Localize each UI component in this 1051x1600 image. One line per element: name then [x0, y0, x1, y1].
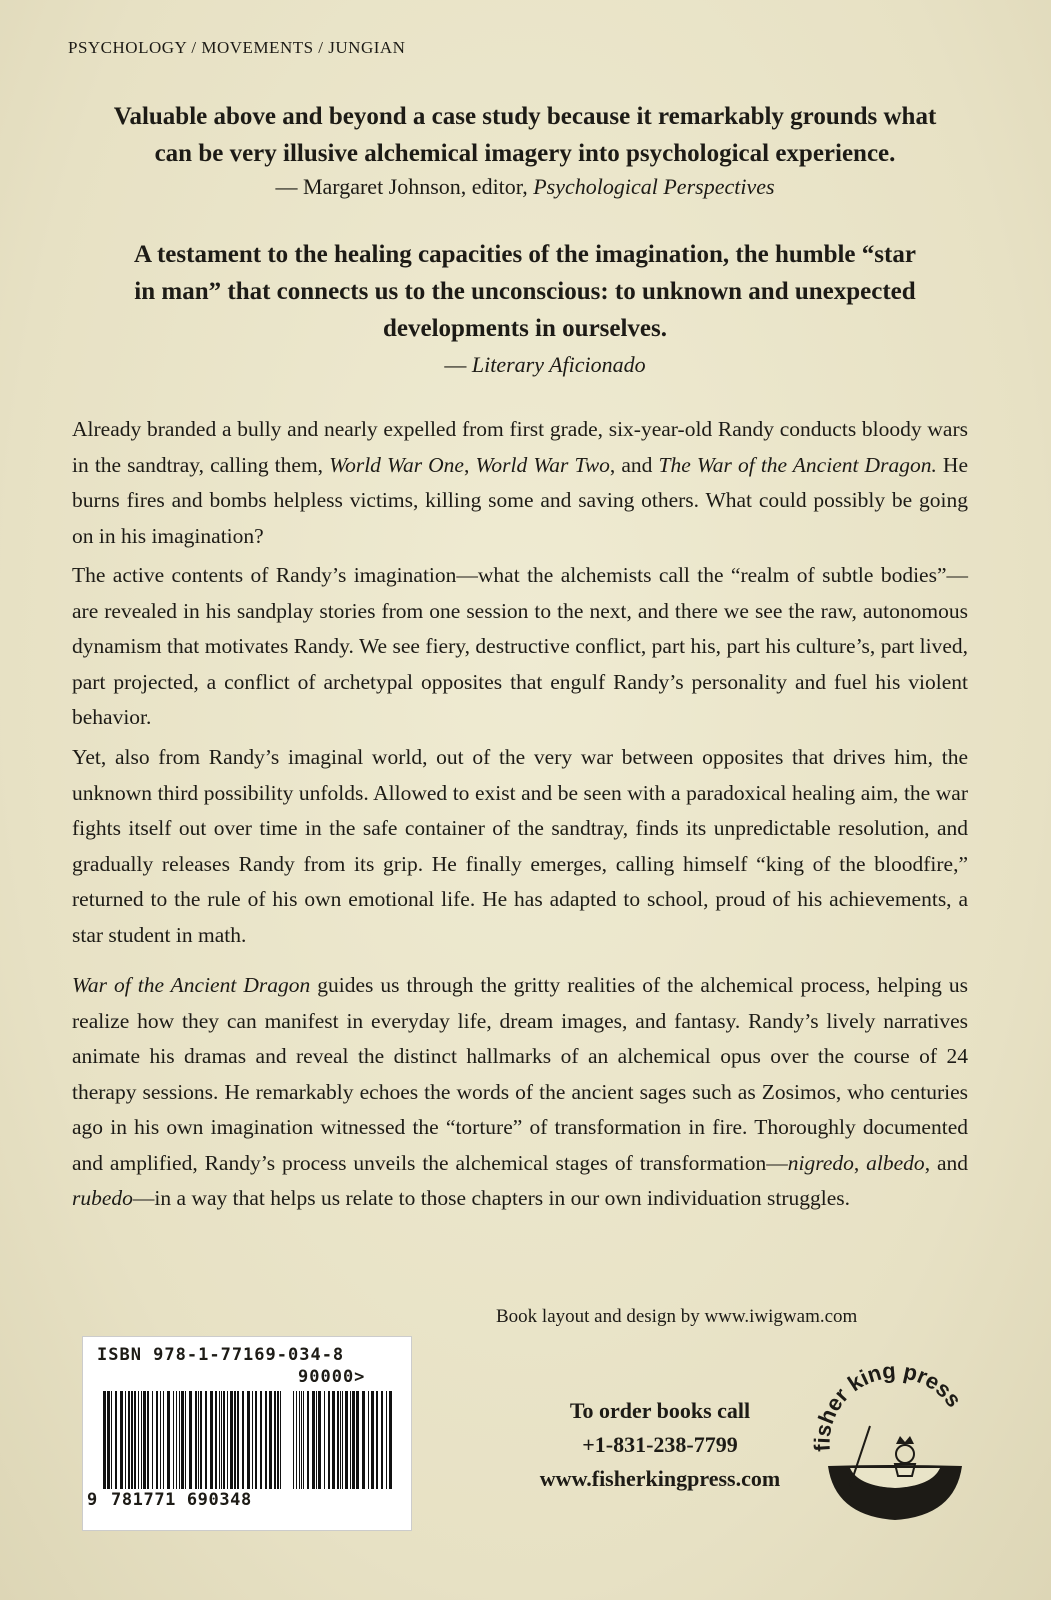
barcode-bar — [143, 1391, 146, 1489]
blurb-1-attribution — [60, 174, 990, 200]
blurb-1-attribution-source: Psychological Perspectives — [533, 174, 775, 199]
p1-title-dragon: The War of the Ancient Dragon. — [658, 452, 937, 477]
barcode-bar — [223, 1391, 225, 1489]
p4-text-c: , and — [924, 1150, 968, 1175]
price-bars — [293, 1391, 393, 1489]
barcode-bar — [340, 1391, 341, 1489]
barcode-bar — [103, 1391, 106, 1489]
p4-text-a: guides us through the gritty realities of the alchemical process, helping us realize how they can manifest in everyday life, dream images, and fantasy. Randy’s lively narratives animate his dramas and reveal the distinct hallmarks of an alchemical opus over the course of 24 therapy sessions. He remarkably echoes the words of the ancient sages such as Zosimos, who centuries ago in his own imagination witnessed the “torture” of transformation in fire. Thoroughly documented and amplified, Randy’s process unveils the alchemical stages of transformation— — [72, 973, 968, 1175]
p4-term-nigredo: nigredo — [787, 1150, 854, 1175]
blurb-1-line-1: Valuable above and beyond a case study because it remarkably grounds what — [113, 103, 937, 130]
barcode-bar — [160, 1391, 161, 1489]
blurb-2-line-2: in man” that connects us to the unconscious: to unknown and unexpected — [134, 278, 916, 305]
barcode-bar — [234, 1391, 236, 1489]
p4-text-d: —in a way that helps us relate to those chapters in our own individuation struggles. — [132, 1186, 851, 1210]
barcode-bar — [303, 1391, 304, 1489]
design-credit: Book layout and design by www.iwigwam.com — [496, 1306, 858, 1327]
p1-text-a: Already branded a bully and nearly expelled from first grade, six-year-old Randy conducts bloody wars in the sandtray, calling them, — [72, 417, 968, 477]
barcode-bar — [247, 1391, 250, 1489]
p4-term-rubedo: rubedo — [72, 1186, 133, 1210]
barcode-bar — [328, 1391, 330, 1489]
publisher-logo — [810, 1356, 980, 1526]
barcode-bar — [181, 1391, 184, 1489]
barcode-bar — [219, 1391, 220, 1489]
barcode-bar — [255, 1391, 257, 1489]
blurb-1-line-2: can be very illusive alchemical imagery into psychological experience. — [154, 140, 896, 167]
barcode-bar — [280, 1391, 281, 1489]
barcode-bar — [185, 1391, 186, 1489]
barcode-bar — [386, 1391, 387, 1489]
barcode-bar — [179, 1391, 180, 1489]
barcode-bar — [381, 1391, 383, 1489]
barcode-bar — [324, 1391, 325, 1489]
barcode-bar — [368, 1391, 369, 1489]
barcode-bar — [301, 1391, 302, 1489]
barcode-bar — [265, 1391, 267, 1489]
logo-text: fisher king press — [810, 1357, 967, 1453]
barcode-bar — [163, 1391, 164, 1489]
barcode-bar — [176, 1391, 177, 1489]
p1-title-ww1: World War One — [329, 452, 464, 477]
barcode-bar — [125, 1391, 126, 1489]
barcode-bar — [332, 1391, 335, 1489]
barcode-bar — [230, 1391, 233, 1489]
order-phone: +1-831-238-7799 — [582, 1432, 738, 1457]
blurb-1-quote — [60, 98, 990, 172]
order-website: www.fisherkingpress.com — [539, 1466, 781, 1491]
blurb-1-attribution-prefix: — Margaret Johnson, editor, — [275, 174, 534, 199]
isbn-barcode — [82, 1336, 412, 1531]
barcode-bar — [195, 1391, 197, 1489]
description-paragraph-1 — [72, 412, 968, 554]
p4-text-b: , — [853, 1150, 867, 1175]
category-label: PSYCHOLOGY / MOVEMENTS / JUNGIAN — [68, 38, 406, 57]
barcode-bar — [147, 1391, 149, 1489]
barcode-bar — [356, 1391, 359, 1489]
barcode-bar — [227, 1391, 228, 1489]
barcode-bar — [362, 1391, 365, 1489]
barcode-bar — [156, 1391, 158, 1489]
barcode-bar — [274, 1391, 276, 1489]
barcode-bar — [215, 1391, 217, 1489]
p4-term-albedo: albedo — [866, 1150, 925, 1175]
barcode-bar — [131, 1391, 133, 1489]
barcode-bar — [277, 1391, 279, 1489]
p1-text-c: , and — [609, 452, 659, 477]
barcode-bar — [269, 1391, 272, 1489]
price-code: 90000> — [298, 1367, 366, 1387]
barcode-bar — [350, 1391, 351, 1489]
barcode-bar — [299, 1391, 300, 1489]
barcode-bar — [352, 1391, 355, 1489]
barcode-bar — [389, 1391, 392, 1489]
p1-text-d: He burns fires and bombs helpless victims, killing some and saving others. What could possibly be going on in his imagination? — [72, 452, 969, 548]
barcode-bar — [293, 1391, 294, 1489]
blurb-2-line-3: developments in ourselves. — [382, 315, 668, 342]
isbn-label: ISBN 978-1-77169-034-8 — [97, 1345, 345, 1365]
barcode-bar — [316, 1391, 317, 1489]
barcode-bar — [221, 1391, 222, 1489]
barcode-bar — [252, 1391, 253, 1489]
barcode-bar — [167, 1391, 170, 1489]
barcode-bar — [173, 1391, 174, 1489]
barcode-lead-digit: 9 — [87, 1490, 98, 1510]
barcode-bar — [337, 1391, 339, 1489]
barcode-bar — [115, 1391, 117, 1489]
ean-bars — [103, 1391, 283, 1489]
barcode-bar — [312, 1391, 315, 1489]
barcode-bar — [134, 1391, 136, 1489]
order-heading: To order books call — [569, 1398, 751, 1423]
barcode-bar — [342, 1391, 343, 1489]
p4-title: War of the Ancient Dragon — [72, 973, 311, 997]
description-paragraph-3: Yet, also from Randy’s imaginal world, out of the very war between opposites that drives him, the unknown third possibility unfolds. Allowed to exist and be seen with a paradoxical healing aim, the war fights itself out over time in the safe container of the sandtray, finds its unpredictable resolution, and gradually releases Randy from its grip. He finally emerges, calling himself “king of the bloodfire,” returned to the rule of his own emotional life. He has adapted to school, proud of his achievements, a star student in math. — [72, 745, 968, 947]
barcode-bar — [237, 1391, 239, 1489]
barcode-bar — [152, 1391, 153, 1489]
blurb-2-quote — [60, 236, 990, 347]
barcode-digits: 781771 690348 — [111, 1490, 252, 1510]
barcode-bar — [296, 1391, 297, 1489]
description-paragraph-4 — [72, 968, 968, 1217]
blurb-2-attribution — [60, 352, 990, 378]
barcode-bar — [128, 1391, 130, 1489]
barcode-bar — [120, 1391, 123, 1489]
barcode-bar — [345, 1391, 348, 1489]
blurb-2-attribution-prefix: — — [444, 352, 472, 377]
barcode-bar — [242, 1391, 244, 1489]
barcode-bar — [371, 1391, 374, 1489]
barcode-bar — [376, 1391, 378, 1489]
barcode-bar — [205, 1391, 207, 1489]
barcode-bar — [318, 1391, 321, 1489]
barcode-bar — [198, 1391, 199, 1489]
barcode-bar — [107, 1391, 110, 1489]
p1-title-ww2: World War Two — [475, 452, 610, 477]
barcode-bar — [111, 1391, 112, 1489]
barcode-bar — [200, 1391, 202, 1489]
p1-text-b: , — [463, 452, 476, 477]
barcode-bar — [141, 1391, 142, 1489]
barcode-bar — [307, 1391, 309, 1489]
barcode-bar — [260, 1391, 262, 1489]
blurb-2-line-1: A testament to the healing capacities of the imagination, the humble “star — [134, 241, 916, 268]
description-paragraph-2: The active contents of Randy’s imagination—what the alchemists call the “realm of subtle bodies”—are revealed in his sandplay stories from one session to the next, and there we see the raw, autonomous dynamism that motivates Randy. We see fiery, destructive conflict, part his, part his culture’s, part lived, part projected, a conflict of archetypal opposites that engulf Randy’s personality and fuel his violent behavior. — [72, 563, 968, 729]
blurb-2-attribution-source: Literary Aficionado — [471, 352, 646, 377]
barcode-bar — [210, 1391, 213, 1489]
barcode-bar — [189, 1391, 192, 1489]
barcode-bar — [138, 1391, 139, 1489]
